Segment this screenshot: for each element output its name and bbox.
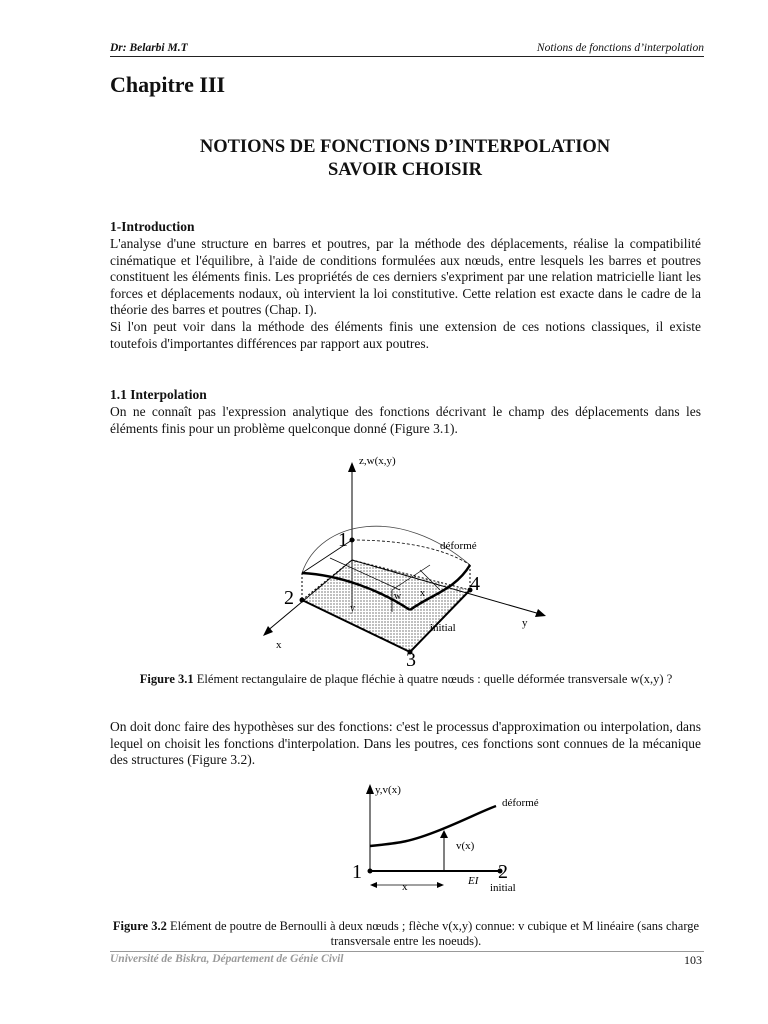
axis-z-label: z,w(x,y): [359, 455, 396, 467]
figure-3-2-caption-text: Elément de poutre de Bernoulli à deux nœuds ; flèche v(x,y) connue: v cubique et M linéaire (sans charge transversale entre les noeuds).: [166, 919, 700, 948]
beam-node-1-label: 1: [352, 861, 362, 883]
page-title-line2: SAVOIR CHOISIR: [327, 160, 483, 180]
beam-label-EI: EI: [468, 875, 479, 887]
beam-label-deforme: déformé: [502, 797, 539, 809]
vx-arrowhead: [440, 830, 448, 838]
footer-institution: Université de Biskra, Département de Génie Civil: [110, 953, 344, 965]
figure-3-2-caption-label: Figure 3.2: [112, 919, 167, 933]
introduction-paragraph-2: Si l'on peut voir dans la méthode des éléments finis une extension de ces notions classiques, il existe toutefois d'importantes différences par rapport aux poutres.: [110, 318, 701, 351]
introduction-paragraph-1: L'analyse d'une structure en barres et poutres, par la méthode des déplacements, réalise la compatibilité cinématique et l'équilibre, à l'aide de conditions formulées aux nœuds, entre lesquels les barres et poutres constituent les éléments finis. Les propriétés de ces derniers s'expriment par une relation matricielle liant les forces et déplacements nodaux, où intervient la loi constitutive. Cette relation est exacte dans le cadre de la théorie des barres et poutres (Chap. I).: [110, 236, 701, 318]
interpolation-paragraph-2: On doit donc faire des hypothèses sur des fonctions: c'est le processus d'approximation ou interpolation, dans lequel on choisit les fonctions d'interpolation. Dans les poutres, ces fonctions sont connues de la mécanique des structures (Figure 3.2).: [110, 719, 701, 768]
label-x-small: x: [420, 588, 425, 599]
label-deforme: déformé: [440, 540, 477, 552]
chapter-heading: Chapitre III: [110, 72, 226, 97]
page-title-line1: NOTIONS DE FONCTIONS D’INTERPOLATION: [199, 137, 611, 157]
introduction-text: [110, 236, 701, 352]
beam-label-initial: initial: [490, 882, 516, 894]
node-4-label: 4: [470, 573, 480, 595]
interpolation-paragraph-1: On ne connaît pas l'expression analytique des fonctions décrivant le champ des déplacements dans les éléments finis pour un problème quelconque donné (Figure 3.1).: [110, 404, 701, 436]
initial-plane: [302, 560, 470, 652]
label-initial: initial: [430, 622, 456, 634]
beam-label-x: x: [402, 881, 408, 893]
beam-axis-y-label: y,v(x): [375, 784, 401, 796]
figure-beam-element: [330, 778, 560, 898]
page-number: 103: [684, 953, 702, 967]
figure-3-1-caption-label: Figure 3.1: [139, 672, 194, 686]
figure-3-1-caption: [120, 672, 692, 687]
y-axis-arrowhead: [535, 609, 546, 617]
label-w: w: [394, 591, 402, 602]
node-3-label: 3: [406, 649, 416, 670]
header-author: Dr: Belarbi M.T: [110, 42, 188, 54]
header-running-title: Notions de fonctions d’interpolation: [536, 42, 704, 54]
beam-label-vx: v(x): [456, 840, 475, 852]
beam-node-1-marker: [368, 869, 373, 874]
axis-x-label: x: [276, 639, 282, 651]
x-dimension-head-right: [437, 882, 444, 888]
node-2-marker: [300, 598, 305, 603]
figure-3-1-caption-text: Elément rectangulaire de plaque fléchie à quatre nœuds : quelle déformée transversale w(x,y) ?: [193, 672, 673, 686]
section-heading-introduction: 1-Introduction: [110, 219, 195, 234]
node-2-label: 2: [284, 587, 294, 609]
beam-node-2-label: 2: [498, 861, 508, 883]
z-axis-arrowhead: [348, 462, 356, 472]
label-y-small: y: [350, 603, 355, 614]
header-rule: [110, 56, 704, 57]
figure-plate-element: [250, 448, 550, 670]
section-heading-interpolation: 1.1 Interpolation: [110, 387, 207, 402]
x-dimension-head-left: [370, 882, 377, 888]
node-1-marker: [350, 538, 355, 543]
footer-rule: [110, 951, 704, 952]
beam-deformed-curve: [370, 806, 496, 846]
beam-y-axis-arrowhead: [366, 784, 374, 794]
axis-y-label: y: [522, 617, 528, 629]
figure-3-2-caption: [108, 919, 704, 949]
node-1-label: 1: [338, 529, 348, 551]
